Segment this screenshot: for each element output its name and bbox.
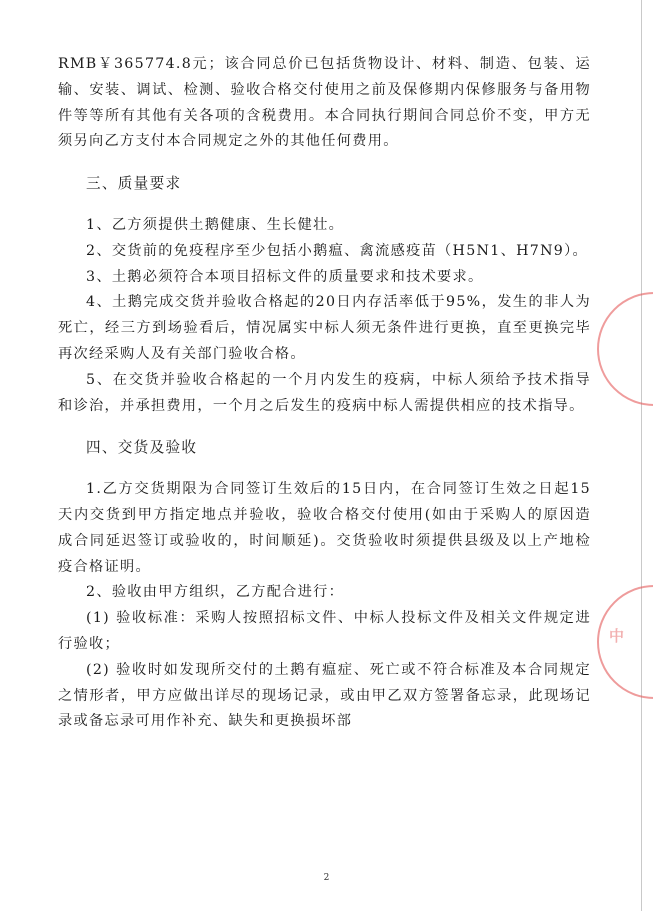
- list-item: 4、土鹅完成交货并验收合格起的20日内存活率低于95%，发生的非人为死亡，经三方到场验看后，情况属实中标人须无条件进行更换，直至更换完毕再次经采购人及有关部门验收合格。: [58, 294, 591, 362]
- official-seal-bottom: [597, 585, 653, 699]
- page-number: 2: [323, 873, 330, 883]
- list-item: 2、验收由甲方组织，乙方配合进行：: [86, 584, 345, 601]
- seal-text: 中: [609, 627, 625, 645]
- list-item: 1.乙方交货期限为合同签订生效后的15日内，在合同签订生效之日起15天内交货到甲方指定地点并验收，验收合格交付使用(如由于采购人的原因造成合同延迟签订或验收的，时间顺延)。交货验收时须提供县级及以上产地检疫合格证明。: [58, 481, 591, 575]
- document-body: [58, 52, 591, 735]
- section-heading-delivery: 四、交货及验收: [86, 439, 198, 457]
- list-item: (2) 验收时如发现所交付的土鹅有瘟症、死亡或不符合标准及本合同规定之情形者，甲方应做出详尽的现场记录，或由甲乙双方签署备忘录，此现场记录或备忘录可用作补充、缺失和更换损坏部: [58, 661, 591, 730]
- list-item: 5、在交货并验收合格起的一个月内发生的疫病，中标人须给予技术指导和诊治，并承担费用，一个月之后发生的疫病中标人需提供相应的技术指导。: [58, 371, 591, 414]
- paragraph-contract-price: RMB￥365774.8元；该合同总价已包括货物设计、材料、制造、包装、运输、安装、调试、检测、验收合格交付使用之前及保修期内保修服务与备用物件等等所有其他有关各项的含税费用。本合同执行期间合同总价不变，甲方无须另向乙方支付本合同规定之外的其他任何费用。: [58, 56, 591, 150]
- section-heading-quality: 三、质量要求: [86, 175, 182, 193]
- page-edge-line: [641, 0, 642, 911]
- official-seal-top: [597, 292, 653, 406]
- list-item: 3、土鹅必须符合本项目招标文件的质量要求和技术要求。: [86, 268, 484, 285]
- list-item: (1) 验收标准：采购人按照招标文件、中标人投标文件及相关文件规定进行验收；: [58, 610, 591, 652]
- list-item: 2、交货前的免疫程序至少包括小鹅瘟、禽流感疫苗（H5N1、H7N9）。: [86, 242, 588, 259]
- list-item: 1、乙方须提供土鹅健康、生长健壮。: [86, 216, 345, 233]
